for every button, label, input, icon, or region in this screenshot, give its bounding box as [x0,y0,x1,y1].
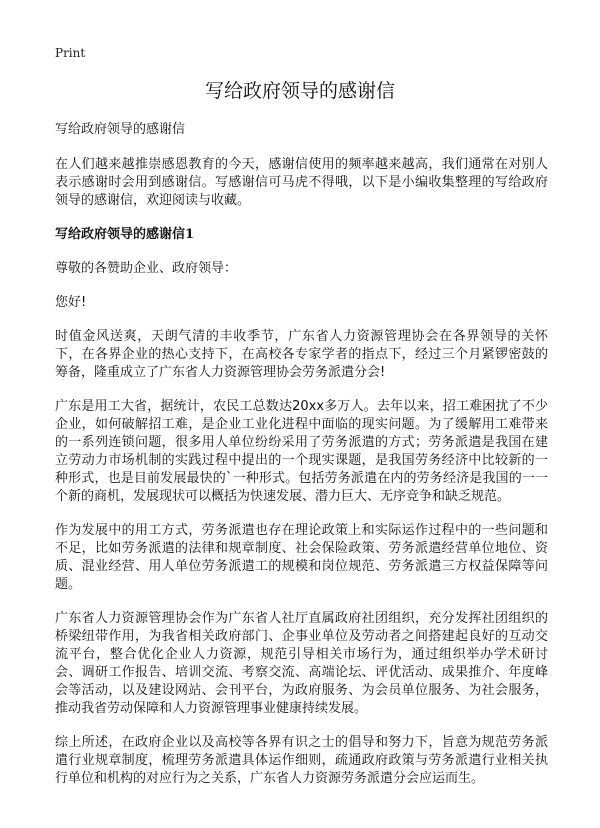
intro-paragraph: 在人们越来越推崇感恩教育的今天，感谢信使用的频率越来越高，我们通常在对别人表示感谢时会用到感谢信。写感谢信可马虎不得哦，以下是小编收集整理的写给政府领导的感谢信，欢迎阅读与收藏。 [55,157,548,208]
greeting: 您好! [55,295,87,310]
document-subtitle: 写给政府领导的感谢信 [55,122,186,137]
body-paragraph: 综上所述，在政府企业以及高校等各界有识之士的倡导和努力下，旨意为规范劳务派遣行业规章制度，梳理劳务派遣具体运作细则，疏通政府政策与劳务派遣行业相关执行单位和机构的对应行为之关系，广东省人力资源劳务派遣分会应运而生。 [55,735,548,786]
page-title: 写给政府领导的感谢信 [204,80,395,102]
body-paragraph: 广东省人力资源管理协会作为广东省人社厅直属政府社团组织，充分发挥社团组织的桥梁纽带作用，为我省相关政府部门、企事业单位及劳动者之间搭建起良好的互动交流平台，整合优化企业人力资源，规范引导相关市场行为，通过组织举办学术研讨会、调研工作报告、培训交流、考察交流、高端论坛、评优活动、成果推介、年度峰会等活动，以及建设网站、会刊平台，为政府服务、为会员单位服务、为社会服务，推动我省劳动保障和人力资源管理事业健康持续发展。 [55,611,548,716]
document-body [55,121,548,804]
print-label: Print [55,46,86,60]
body-paragraph: 广东是用工大省，据统计，农民工总数达20xx多万人。去年以来，招工难困扰了不少企业，如何破解招工难，是企业工业化进程中面临的现实问题。为了缓解用工难带来的一系列连锁问题，很多用人单位纷纷采用了劳务派遣的方式；劳务派遣是我国在建立劳动力市场机制的实践过程中提出的一个现实课题，是我国劳务经济中比较新的一种形式，也是目前发展最快的`一种形式。包括劳务派遣在内的劳务经济是我国的一一个新的商机，发展现状可以概括为快速发展、潜力巨大、无序竞争和缺乏规范。 [55,399,548,504]
salutation: 尊敬的各赞助企业、政府领导： [55,261,238,276]
body-paragraph: 作为发展中的用工方式，劳务派遣也存在理论政策上和实际运作过程中的一些问题和不足，比如劳务派遣的法律和规章制度、社会保险政策、劳务派遣经营单位地位、资质、混业经营、用人单位劳务派遣工的规模和岗位规范、劳务派遣三方权益保障等问题。 [55,523,548,592]
section-heading: 写给政府领导的感谢信1 [55,227,195,242]
body-paragraph: 时值金风送爽，天朗气清的丰收季节，广东省人力资源管理协会在各界领导的关怀下，在各界企业的热心支持下，在高校各专家学者的指点下，经过三个月紧锣密鼓的筹备，隆重成立了广东省人力资源管理协会劳务派遣分会! [55,329,548,380]
